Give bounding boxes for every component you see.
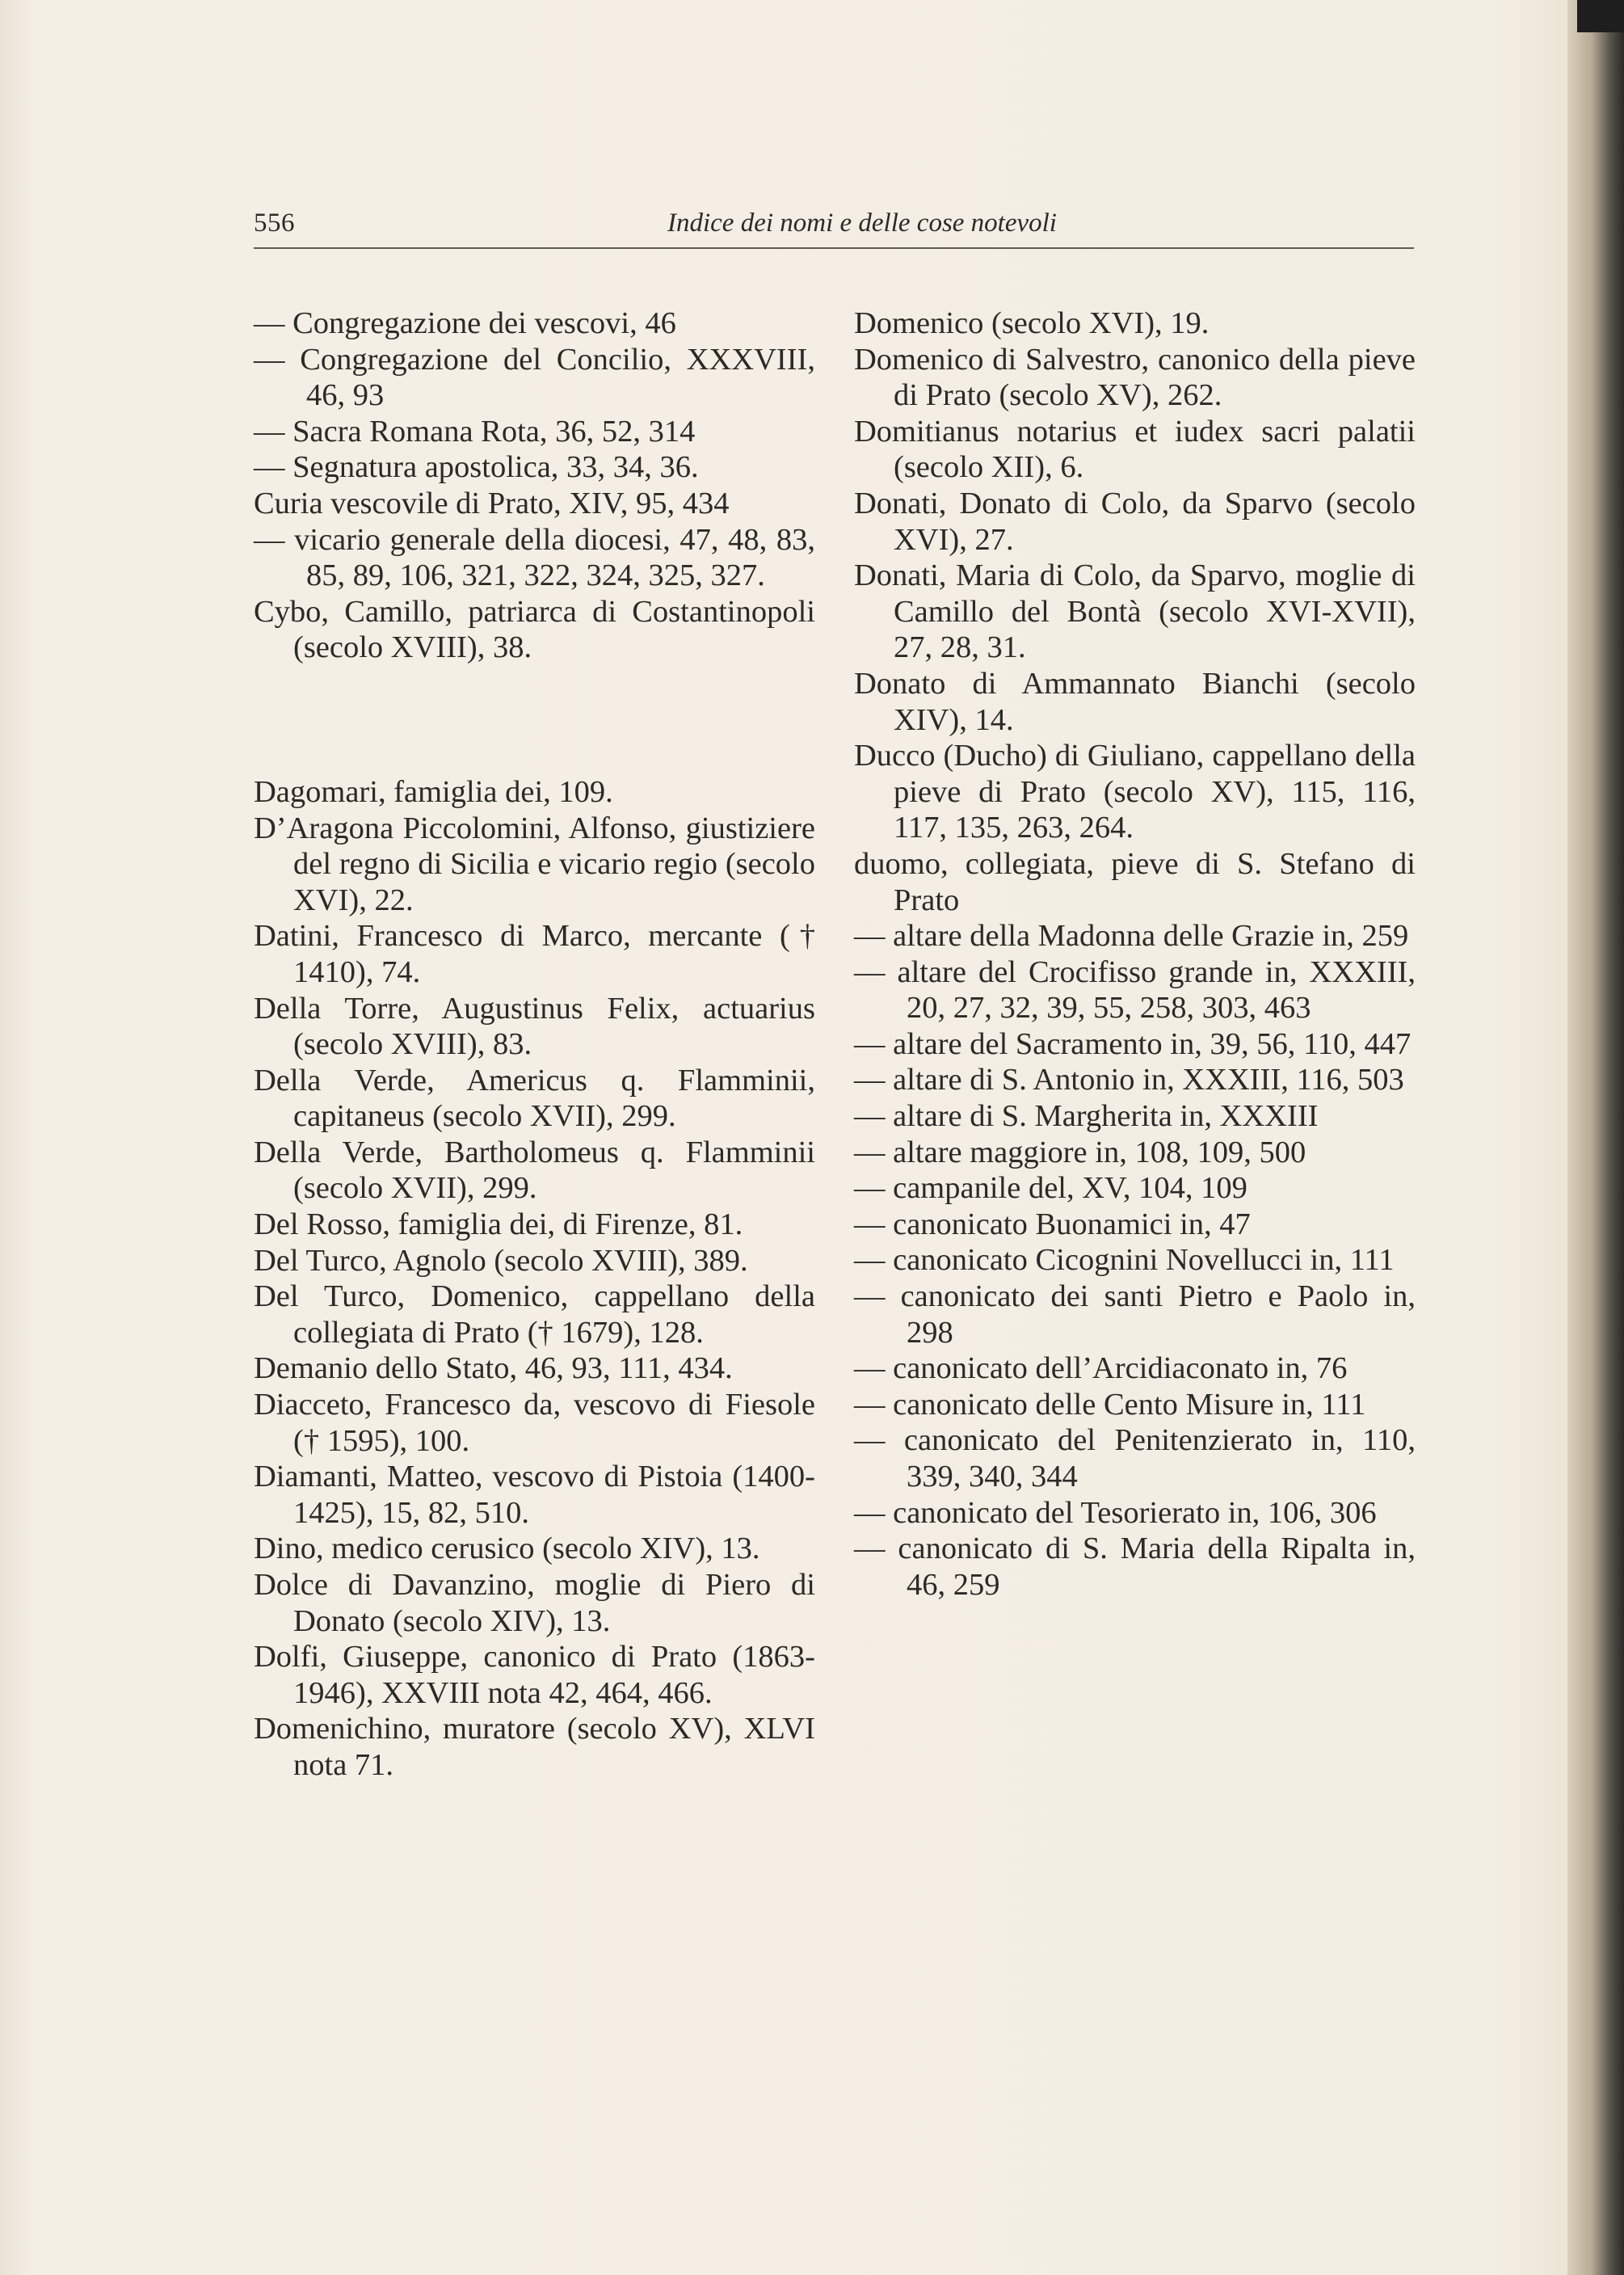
index-entry: Donati, Donato di Colo, da Sparvo (secolo XVI), 27. <box>854 486 1416 557</box>
index-subentry: — altare di S. Antonio in, XXXIII, 116, 503 <box>854 1063 1404 1097</box>
index-subentry: — canonicato Buonamici in, 47 <box>854 1207 1251 1241</box>
index-entry: Dagomari, famiglia dei, 109. <box>254 774 613 809</box>
running-head <box>254 207 1414 249</box>
index-subentry: — altare maggiore in, 108, 109, 500 <box>854 1135 1306 1169</box>
index-entry: Della Verde, Bartholomeus q. Flamminii (secolo XVII), 299. <box>254 1135 815 1206</box>
index-entry: Domenichino, muratore (secolo XV), XLVI nota 71. <box>254 1712 815 1782</box>
index-subentry: — canonicato dei santi Pietro e Paolo in, 298 <box>854 1279 1416 1350</box>
index-entry: Datini, Francesco di Marco, mercante († 1410), 74. <box>254 919 815 989</box>
index-entry: Donato di Ammannato Bianchi (secolo XIV), 14. <box>854 666 1416 737</box>
index-subentry: — vicario generale della diocesi, 47, 48, 83, 85, 89, 106, 321, 322, 324, 325, 327. <box>254 522 815 593</box>
page-number: 556 <box>254 209 295 238</box>
index-entry: Del Rosso, famiglia dei, di Firenze, 81. <box>254 1207 743 1242</box>
index-entry: D’Aragona Piccolomini, Alfonso, giustiziere del regno di Sicilia e vicario regio (secolo XVI), 22. <box>254 811 815 917</box>
index-group-d-continued <box>854 305 1416 1603</box>
running-title: Indice dei nomi e delle cose notevoli <box>667 209 1057 238</box>
index-subentry: — canonicato delle Cento Misure in, 111 <box>854 1387 1366 1422</box>
index-entry: Della Verde, Americus q. Flamminii, capitaneus (secolo XVII), 299. <box>254 1063 815 1134</box>
index-entry: Dolfi, Giuseppe, canonico di Prato (1863-1946), XXVIII nota 42, 464, 466. <box>254 1640 815 1710</box>
index-entry: Dino, medico cerusico (secolo XIV), 13. <box>254 1531 760 1566</box>
index-subentry: — altare del Crocifisso grande in, XXXIII, 20, 27, 32, 39, 55, 258, 303, 463 <box>854 954 1416 1026</box>
index-entry: Domenico (secolo XVI), 19. <box>854 306 1210 340</box>
index-group-d <box>254 774 815 1784</box>
index-entry: Domenico di Salvestro, canonico della pieve di Prato (secolo XV), 262. <box>854 342 1416 413</box>
index-group-c <box>254 305 815 666</box>
book-spine-shadow <box>1577 0 1624 32</box>
index-entry: Ducco (Ducho) di Giuliano, cappellano della pieve di Prato (secolo XV), 115, 116, 117, 135, 263, 264. <box>854 739 1416 845</box>
index-subentry: — Congregazione del Concilio, XXXVIII, 46, 93 <box>254 342 815 413</box>
index-subentry: — altare di S. Margherita in, XXXIII <box>854 1099 1319 1134</box>
letter-section-gap <box>254 666 815 774</box>
index-entry: Dolce di Davanzino, moglie di Piero di Donato (secolo XIV), 13. <box>254 1568 815 1638</box>
index-subentry: — altare del Sacramento in, 39, 56, 110, 447 <box>854 1026 1412 1061</box>
index-column-left <box>254 305 815 1784</box>
index-subentry: — canonicato Cicognini Novellucci in, 111 <box>854 1243 1395 1278</box>
index-entry: Cybo, Camillo, patriarca di Costantinopoli (secolo XVIII), 38. <box>254 594 815 665</box>
index-column-right <box>854 305 1416 1603</box>
index-entry: Della Torre, Augustinus Felix, actuarius (secolo XVIII), 83. <box>254 991 815 1062</box>
index-entry: Diacceto, Francesco da, vescovo di Fiesole († 1595), 100. <box>254 1388 815 1458</box>
index-subentry: — altare della Madonna delle Grazie in, 259 <box>854 919 1409 954</box>
book-spine <box>1567 0 1624 2275</box>
index-subentry: — Segnatura apostolica, 33, 34, 36. <box>254 450 699 485</box>
index-subentry: — canonicato del Tesorierato in, 106, 306 <box>854 1495 1377 1530</box>
index-subentry: — canonicato del Penitenzierato in, 110, 339, 340, 344 <box>854 1423 1416 1493</box>
index-subentry: — canonicato dell’Arcidiaconato in, 76 <box>854 1351 1348 1386</box>
index-entry: Domitianus notarius et iudex sacri palatii (secolo XII), 6. <box>854 414 1416 485</box>
index-subentry: — Congregazione dei vescovi, 46 <box>254 306 676 340</box>
index-subentry: — campanile del, XV, 104, 109 <box>854 1171 1247 1206</box>
index-subentry: — canonicato di S. Maria della Ripalta in, 46, 259 <box>854 1531 1416 1602</box>
index-entry: Demanio dello Stato, 46, 93, 111, 434. <box>254 1351 733 1386</box>
index-entry: Del Turco, Agnolo (secolo XVIII), 389. <box>254 1243 748 1278</box>
index-entry: Diamanti, Matteo, vescovo di Pistoia (1400-1425), 15, 82, 510. <box>254 1460 815 1530</box>
index-entry: Curia vescovile di Prato, XIV, 95, 434 <box>254 486 730 520</box>
index-entry: Donati, Maria di Colo, da Sparvo, moglie di Camillo del Bontà (secolo XVI-XVII), 27, 28, 31. <box>854 558 1416 665</box>
index-subentry: — Sacra Romana Rota, 36, 52, 314 <box>254 414 696 449</box>
index-entry: Del Turco, Domenico, cappellano della collegiata di Prato († 1679), 128. <box>254 1279 815 1350</box>
index-entry: duomo, collegiata, pieve di S. Stefano di Prato <box>854 846 1416 917</box>
